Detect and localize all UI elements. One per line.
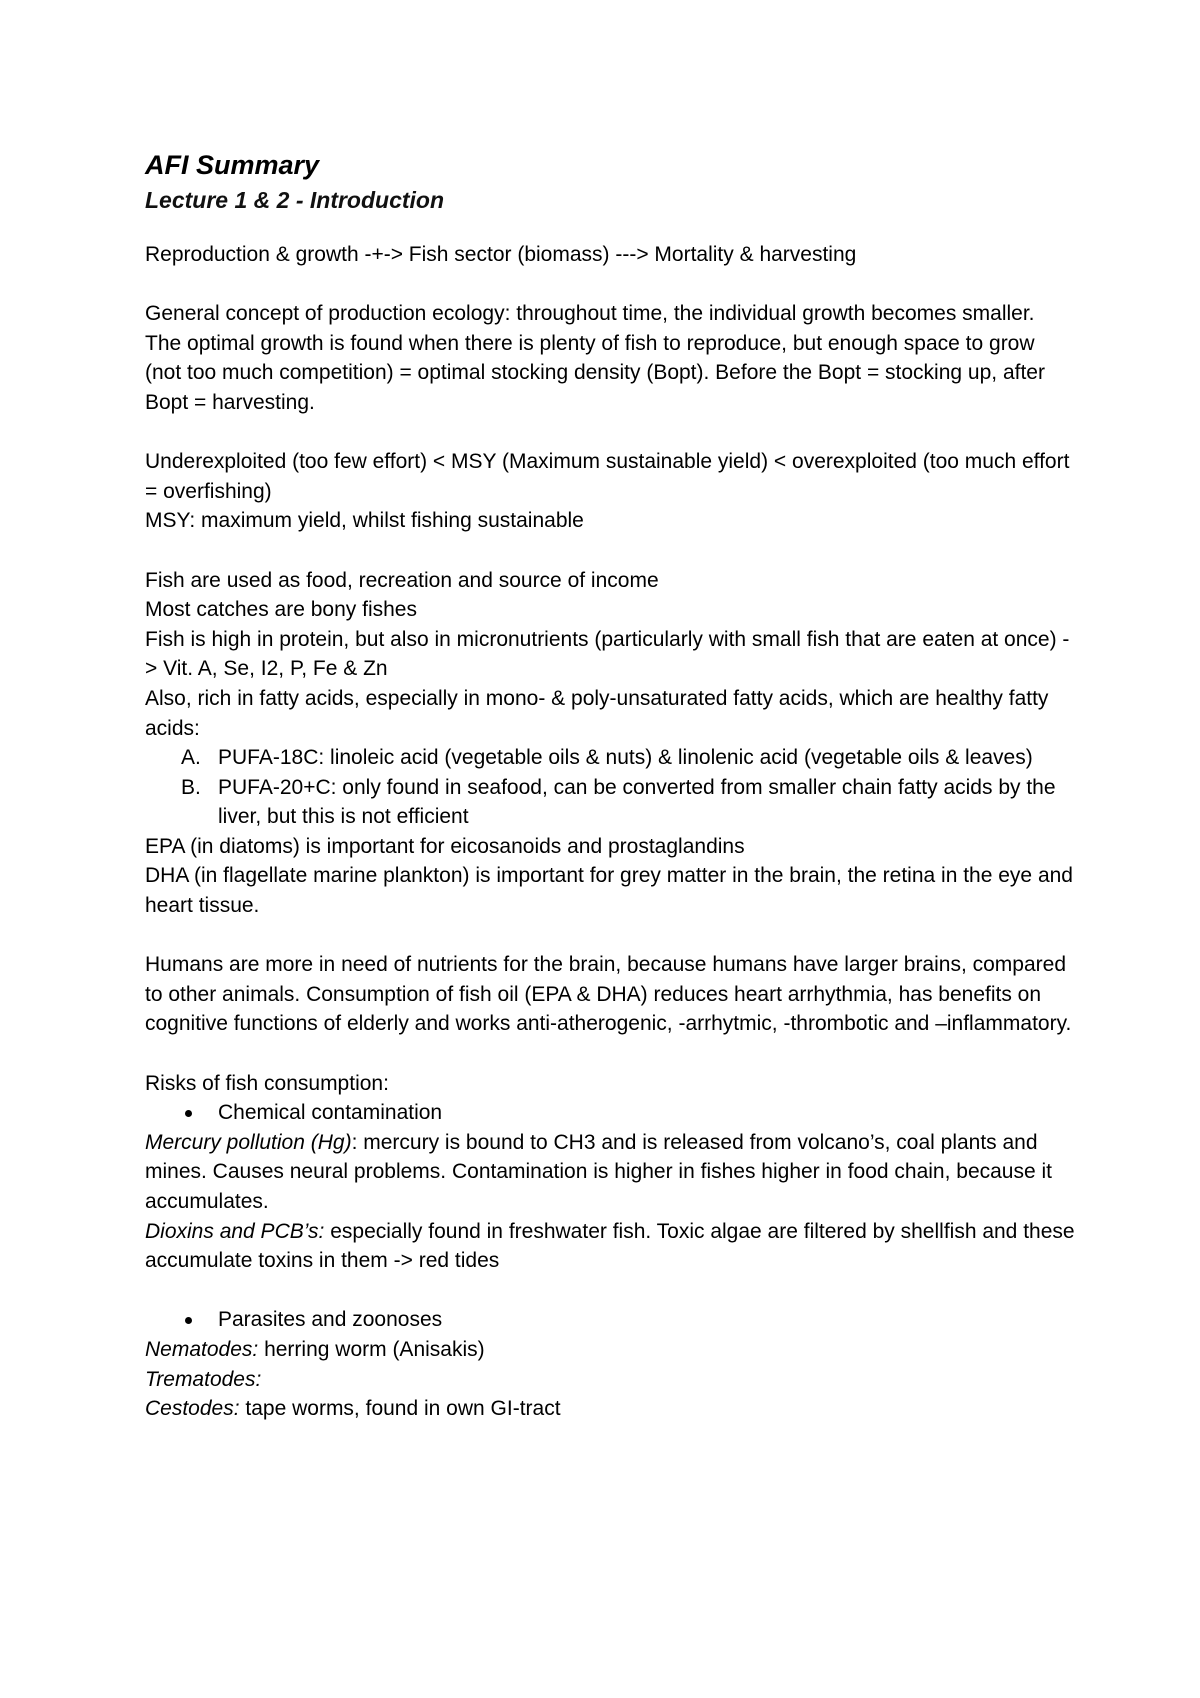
msy-comparison-paragraph: Underexploited (too few effort) < MSY (Maximum sustainable yield) < overexploited (too much effort = overfishing): [145, 450, 1070, 503]
list-item: [145, 743, 1075, 773]
bony-fishes-line: Most catches are bony fishes: [145, 598, 417, 622]
list-item-text: Parasites and zoonoses: [218, 1308, 443, 1332]
production-ecology-paragraph: General concept of production ecology: throughout time, the individual growth becomes smaller. The optimal growth is found when there is plenty of fish to reproduce, but enough space to grow (not too much competition) = optimal stocking density (Bopt). Before the Bopt = stocking up, after Bopt = harvesting.: [145, 302, 1045, 414]
fatty-acids-list: [145, 743, 1075, 832]
spacer: [145, 270, 1075, 300]
dioxins-label: Dioxins and PCB’s:: [145, 1219, 325, 1243]
mercury-label: Mercury pollution (Hg): [145, 1130, 352, 1154]
cestodes-label: Cestodes:: [145, 1397, 240, 1421]
list-item-text: PUFA-18C: linoleic acid (vegetable oils & nuts) & linolenic acid (vegetable oils & leaves): [218, 746, 1033, 770]
risks-heading: Risks of fish consumption:: [145, 1071, 389, 1095]
spacer: [145, 536, 1075, 566]
mercury-text: : mercury is bound to CH3 and is released from volcano’s, coal plants and mines. Causes neural problems. Contamination is higher in fishes higher in food chain, because it accumulates.: [145, 1130, 1052, 1213]
cestodes-text: tape worms, found in own GI-tract: [239, 1397, 561, 1421]
list-item: [145, 773, 1075, 832]
fish-uses-line: Fish are used as food, recreation and source of income: [145, 568, 659, 592]
nematodes-label: Nematodes:: [145, 1337, 259, 1361]
spacer: [145, 1039, 1075, 1069]
list-item-text: Chemical contamination: [218, 1101, 443, 1125]
bullet-icon: [185, 1110, 192, 1117]
production-flow-paragraph: Reproduction & growth -+-> Fish sector (biomass) ---> Mortality & harvesting: [145, 243, 857, 266]
mercury-paragraph: [145, 1128, 1075, 1217]
cestodes-line: [145, 1394, 1075, 1424]
dha-line: DHA (in flagellate marine plankton) is important for grey matter in the brain, the retina in the eye and heart tissue.: [145, 864, 1073, 918]
risks-list-chemical: [145, 1098, 1075, 1128]
nematodes-text: herring worm (Anisakis): [258, 1337, 485, 1361]
list-item: [145, 1305, 1075, 1335]
spacer: [145, 418, 1075, 448]
list-item: [145, 1098, 1075, 1128]
document-title: AFI Summary: [145, 150, 320, 180]
fatty-acids-line: Also, rich in fatty acids, especially in mono- & poly-unsaturated fatty acids, which are healthy fatty acids:: [145, 686, 1049, 740]
dioxins-paragraph: [145, 1217, 1075, 1276]
msy-definition-paragraph: MSY: maximum yield, whilst fishing sustainable: [145, 509, 584, 533]
micronutrients-line: Fish is high in protein, but also in micronutrients (particularly with small fish that are eaten at once) -> Vit. A, Se, I2, P, Fe & Zn: [145, 627, 1070, 681]
nematodes-line: [145, 1335, 1075, 1365]
humans-paragraph: Humans are more in need of nutrients for the brain, because humans have larger brains, compared to other animals. Consumption of fish oil (EPA & DHA) reduces heart arrhythmia, has benefits on cognitive functions of elderly and works anti-atherogenic, -arrhytmic, -thrombotic and –inflammatory.: [145, 953, 1072, 1036]
document-page: [145, 148, 1075, 1424]
bullet-icon: [185, 1317, 192, 1324]
list-item-text: PUFA-20+C: only found in seafood, can be converted from smaller chain fatty acids by the liver, but this is not efficient: [218, 775, 1056, 829]
trematodes-label: Trematodes:: [145, 1367, 262, 1391]
spacer: [145, 1276, 1075, 1306]
spacer: [145, 921, 1075, 951]
dioxins-text: especially found in freshwater fish. Toxic algae are filtered by shellfish and these accumulate toxins in them -> red tides: [145, 1219, 1075, 1273]
list-marker: A.: [181, 746, 201, 770]
document-subtitle: Lecture 1 & 2 - Introduction: [145, 187, 445, 213]
trematodes-line: [145, 1365, 1075, 1395]
epa-line: EPA (in diatoms) is important for eicosanoids and prostaglandins: [145, 834, 745, 858]
list-marker: B.: [181, 775, 201, 799]
risks-list-parasites: [145, 1305, 1075, 1335]
